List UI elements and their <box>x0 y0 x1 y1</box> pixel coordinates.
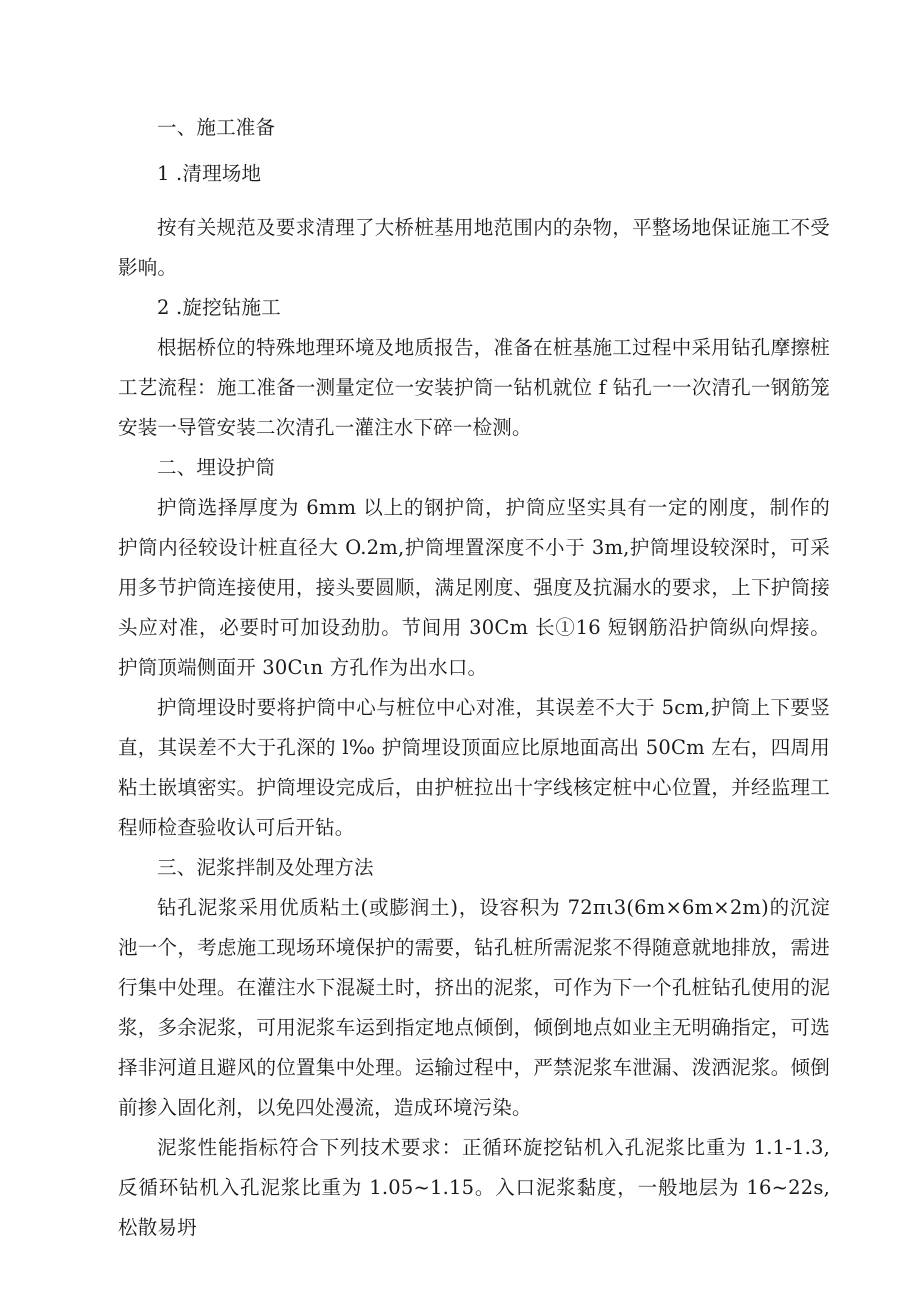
section-heading-mud: 三、泥浆拌制及处理方法 <box>157 856 374 879</box>
paragraph-process-flow: 根据桥位的特殊地理环境及地质报告，准备在桩基施工过程中采用钻孔摩擦桩工艺流程：施工准备一测量定位一安装护筒一钻机就位 f 钻孔一一次清孔一钢筋笼安装一导管安装二次清孔一灌注水下碎一检测。 <box>118 336 830 439</box>
paragraph-casing-selection: 护筒选择厚度为 6mm 以上的钢护筒，护筒应坚实具有一定的刚度，制作的护筒内径较设计桩直径大 O.2m,护筒埋置深度不小于 3m,护筒埋设较深时，可采用多节护筒连接使用，接头要圆顺，满足刚度、强度及抗漏水的要求，上下护筒接头应对准，必要时可加设劲肋。节间用 30Cm 长①16 短钢筋沿护筒纵向焊接。护筒顶端侧面开 30Cιn 方孔作为出水口。 <box>118 496 830 679</box>
paragraph-clear-site: 按有关规范及要求清理了大桥桩基用地范围内的杂物，平整场地保证施工不受影响。 <box>118 216 830 279</box>
document-body <box>118 108 830 1248</box>
subheading-rotary-drilling: 2 .旋挖钻施工 <box>157 296 281 319</box>
paragraph-casing-alignment: 护筒埋设时要将护筒中心与桩位中心对准，其误差不大于 5cm,护筒上下要竖直，其误差不大于孔深的 l‰ 护筒埋设顶面应比原地面高出 50Cm 左右，四周用粘土嵌填密实。护筒埋设完成后，由护桩拉出十字线核定桩中心位置，并经监理工程师检查验收认可后开钻。 <box>118 696 830 839</box>
subheading-clear-site: 1 .清理场地 <box>157 162 262 185</box>
paragraph-mud-properties: 泥浆性能指标符合下列技术要求：正循环旋挖钻机入孔泥浆比重为 1.1-1.3,反循环钻机入孔泥浆比重为 1.05~1.15。入口泥浆黏度，一般地层为 16~22s,松散易坍 <box>118 1136 830 1239</box>
section-heading-casing: 二、埋设护筒 <box>157 456 276 479</box>
section-heading-preparation: 一、施工准备 <box>157 116 276 139</box>
paragraph-mud-handling: 钻孔泥浆采用优质粘土(或膨润土)，设容积为 72πι3(6m×6m×2m)的沉淀池一个，考虑施工现场环境保护的需要，钻孔桩所需泥浆不得随意就地排放，需进行集中处理。在灌注水下混凝土时，挤出的泥浆，可作为下一个孔桩钻孔使用的泥浆，多余泥浆，可用泥浆车运到指定地点倾倒，倾倒地点如业主无明确指定，可选择非河道且避风的位置集中处理。运输过程中，严禁泥浆车泄漏、泼洒泥浆。倾倒前掺入固化剂，以免四处漫流，造成环境污染。 <box>118 896 830 1119</box>
